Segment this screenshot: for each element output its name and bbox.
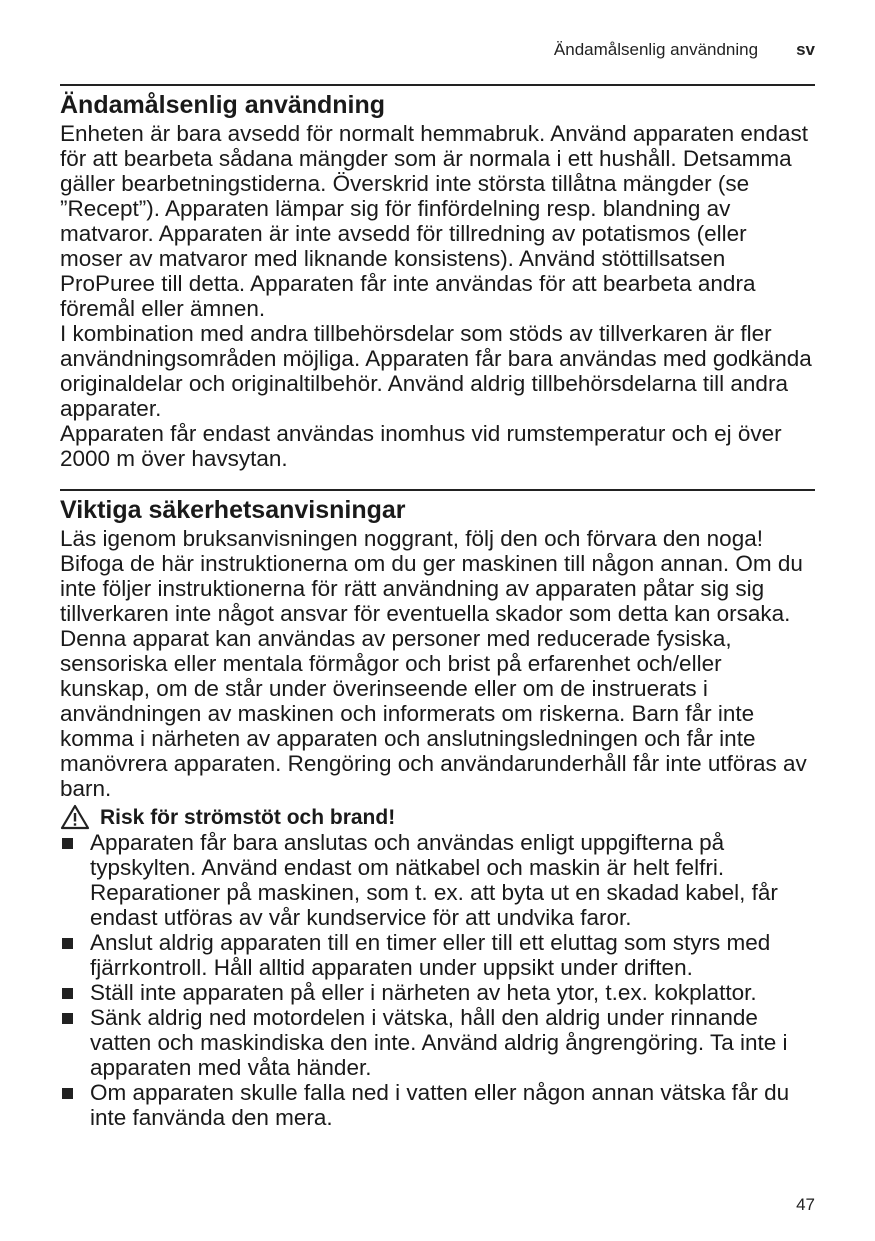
- language-code: sv: [796, 40, 815, 59]
- section-heading: Viktiga säkerhetsanvisningar: [60, 496, 406, 524]
- square-bullet-icon: [62, 1088, 73, 1099]
- warning-heading: [60, 804, 815, 830]
- list-item: [60, 1005, 815, 1080]
- warning-title: Risk för strömstöt och brand!: [100, 805, 396, 829]
- section-divider: [60, 489, 815, 491]
- paragraph: Läs igenom bruksanvisningen noggrant, följ den och förvara den noga! Bifoga de här instruktionerna om du ger maskinen till någon annan. Om du inte följer instruktionerna för rätt användning av apparaten påtar sig sig tillverkaren inte något ansvar för eventuella skador som detta kan orsaka.: [60, 526, 803, 626]
- section-heading: Ändamålsenlig användning: [60, 91, 386, 119]
- paragraph: Apparaten får endast användas inomhus vid rumstemperatur och ej över 2000 m över havsytan.: [60, 421, 782, 471]
- section-intended-use: [60, 89, 815, 471]
- running-header: [554, 40, 815, 60]
- warning-triangle-icon: [60, 804, 90, 830]
- section-divider: [60, 84, 815, 86]
- running-header-title: Ändamålsenlig användning: [553, 40, 759, 59]
- square-bullet-icon: [62, 1013, 73, 1024]
- list-item: [60, 1080, 815, 1130]
- square-bullet-icon: [62, 838, 73, 849]
- list-item-text: Apparaten får bara anslutas och användas enligt uppgifterna på typskylten. Använd endast om nätkabel och maskin är helt felfri. Reparationer på maskinen, som t. ex. att byta ut en skadad kabel, får endast utföras av vår kundservice för att undvika faror.: [90, 830, 778, 930]
- list-item-text: Ställ inte apparaten på eller i närheten av heta ytor, t.ex. kokplattor.: [90, 980, 757, 1005]
- paragraph: Enheten är bara avsedd för normalt hemmabruk. Använd apparaten endast för att bearbeta sådana mängder som är normala i ett hushåll. Detsamma gäller bearbetningstiderna. Överskrid inte största tillåtna mängder (se ”Recept”). Apparaten lämpar sig för finfördelning resp. blandning av matvaror. Apparaten är inte avsedd för tillredning av potatismos (eller moser av matvaror med liknande konsistens). Använd stöttillsatsen ProPuree till detta. Apparaten får inte användas för att bearbeta andra föremål eller ämnen.: [60, 121, 808, 321]
- list-item: [60, 980, 815, 1005]
- list-item-text: Sänk aldrig ned motordelen i vätska, håll den aldrig under rinnande vatten och maskindiska den inte. Använd aldrig ångrengöring. Ta inte i apparaten med våta händer.: [90, 1005, 788, 1080]
- list-item-text: Om apparaten skulle falla ned i vatten eller någon annan vätska får du inte fanvända den mera.: [90, 1080, 790, 1130]
- square-bullet-icon: [62, 938, 73, 949]
- paragraph: Denna apparat kan användas av personer med reducerade fysiska, sensoriska eller mentala förmågor och brist på erfarenhet och/eller kunskap, om de står under överinseende eller om de instruerats i användningen av maskinen och informerats om riskerna. Barn får inte komma i närheten av apparaten och anslutningsledningen och får inte manövrera apparaten. Rengöring och användarunderhåll får inte utföras av barn.: [60, 626, 807, 801]
- paragraph: I kombination med andra tillbehörsdelar som stöds av tillverkaren är fler användningsområden möjliga. Apparaten får bara användas med godkända originaldelar och originaltilbehör. Använd aldrig tillbehörsdelarna till andra apparater.: [60, 321, 812, 421]
- warning-list: [60, 830, 815, 1130]
- square-bullet-icon: [62, 988, 73, 999]
- page-number: 47: [796, 1195, 815, 1214]
- list-item-text: Anslut aldrig apparaten till en timer eller till ett eluttag som styrs med fjärrkontroll. Håll alltid apparaten under uppsikt under driften.: [90, 930, 771, 980]
- list-item: [60, 930, 815, 980]
- list-item: [60, 830, 815, 930]
- section-safety: [60, 494, 815, 1130]
